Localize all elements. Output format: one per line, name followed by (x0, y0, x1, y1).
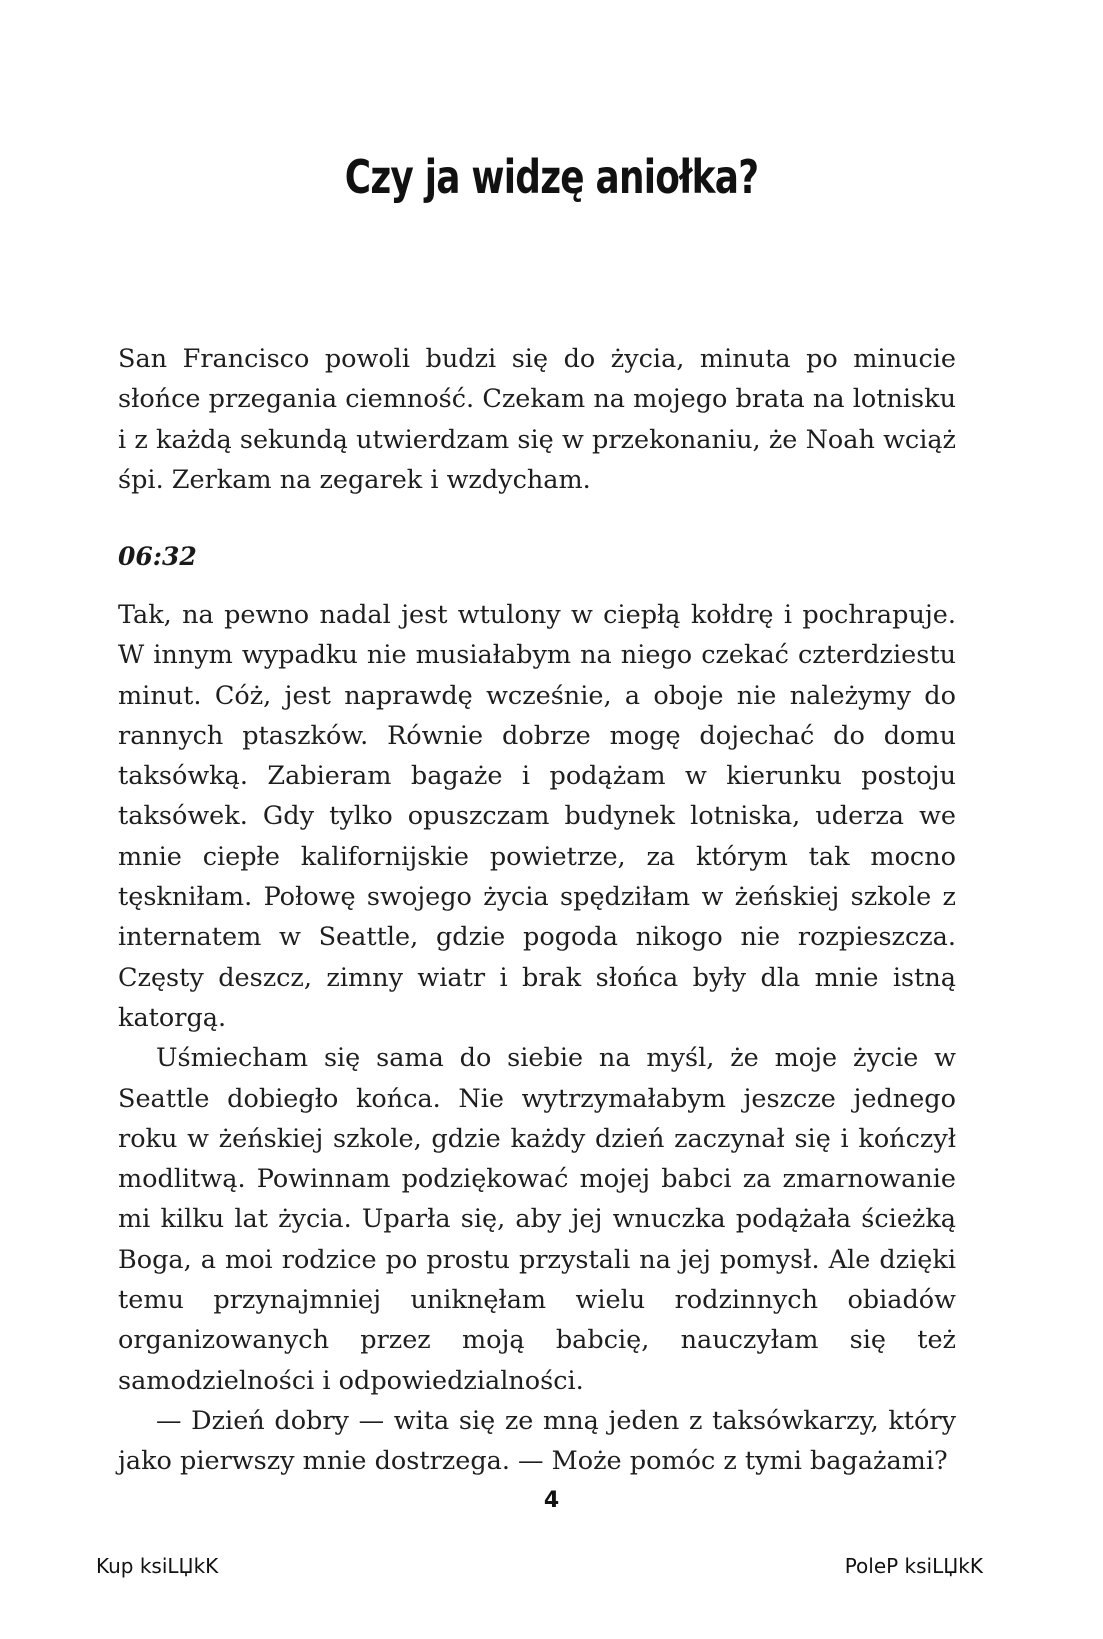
footer-recommend-book-link[interactable]: PoleP ksiLЏkK (844, 1554, 983, 1578)
paragraph: Tak, na pewno nadal jest wtulony w ciepłą kołdrę i pochrapuje. W innym wypadku nie musiałabym na niego czekać czterdziestu minut. Cóż, jest naprawdę wcześnie, a oboje nie należymy do rannych ptaszków. Równie dobrze mogę dojechać do domu taksówką. Zabieram bagaże i podążam w kierunku postoju taksówek. Gdy tylko opuszczam budynek lotniska, uderza we mnie ciepłe kalifornijskie powietrze, za którym tak mocno tęskniłam. Połowę swojego życia spędziłam w żeńskiej szkole z internatem w Seattle, gdzie pogoda nikogo nie rozpieszcza. Częsty deszcz, zimny wiatr i brak słońca były dla mnie istną katorgą. (118, 600, 956, 1033)
paragraph: — Dzień dobry — wita się ze mną jeden z taksówkarzy, który jako pierwszy mnie dostrzega. — Może pomóc z tymi bagażami? (118, 1405, 956, 1477)
main-text-block (118, 595, 956, 1482)
paragraph: San Francisco powoli budzi się do życia, minuta po minucie słońce przegania ciemność. Czekam na mojego brata na lotnisku i z każdą sekundą utwierdzam się w przekonaniu, że Noah wciąż śpi. Zerkam na zegarek i wzdycham. (118, 344, 956, 495)
paragraph: Uśmiecham się sama do siebie na myśl, że moje życie w Seattle dobiegło końca. Nie wytrzymałabym jeszcze jednego roku w żeńskiej szkole, gdzie każdy dzień zaczynał się i kończył modlitwą. Powinnam podziękować mojej babci za zmarnowanie mi kilku lat życia. Uparła się, aby jej wnuczka podążała ścieżką Boga, a moi rodzice po prostu przystali na jej pomysł. Ale dzięki temu przynajmniej uniknęłam wielu rodzinnych obiadów organizowanych przez moją babcię, nauczyłam się też samodzielności i odpowiedzialności. (118, 1043, 956, 1396)
footer-buy-book-link[interactable]: Kup ksiLЏkK (96, 1554, 219, 1578)
opening-paragraph-block (118, 339, 956, 500)
chapter-title: Czy ja widzę aniołka? (344, 150, 759, 204)
time-heading: 06:32 (118, 542, 197, 571)
page-number: 4 (543, 1488, 560, 1513)
